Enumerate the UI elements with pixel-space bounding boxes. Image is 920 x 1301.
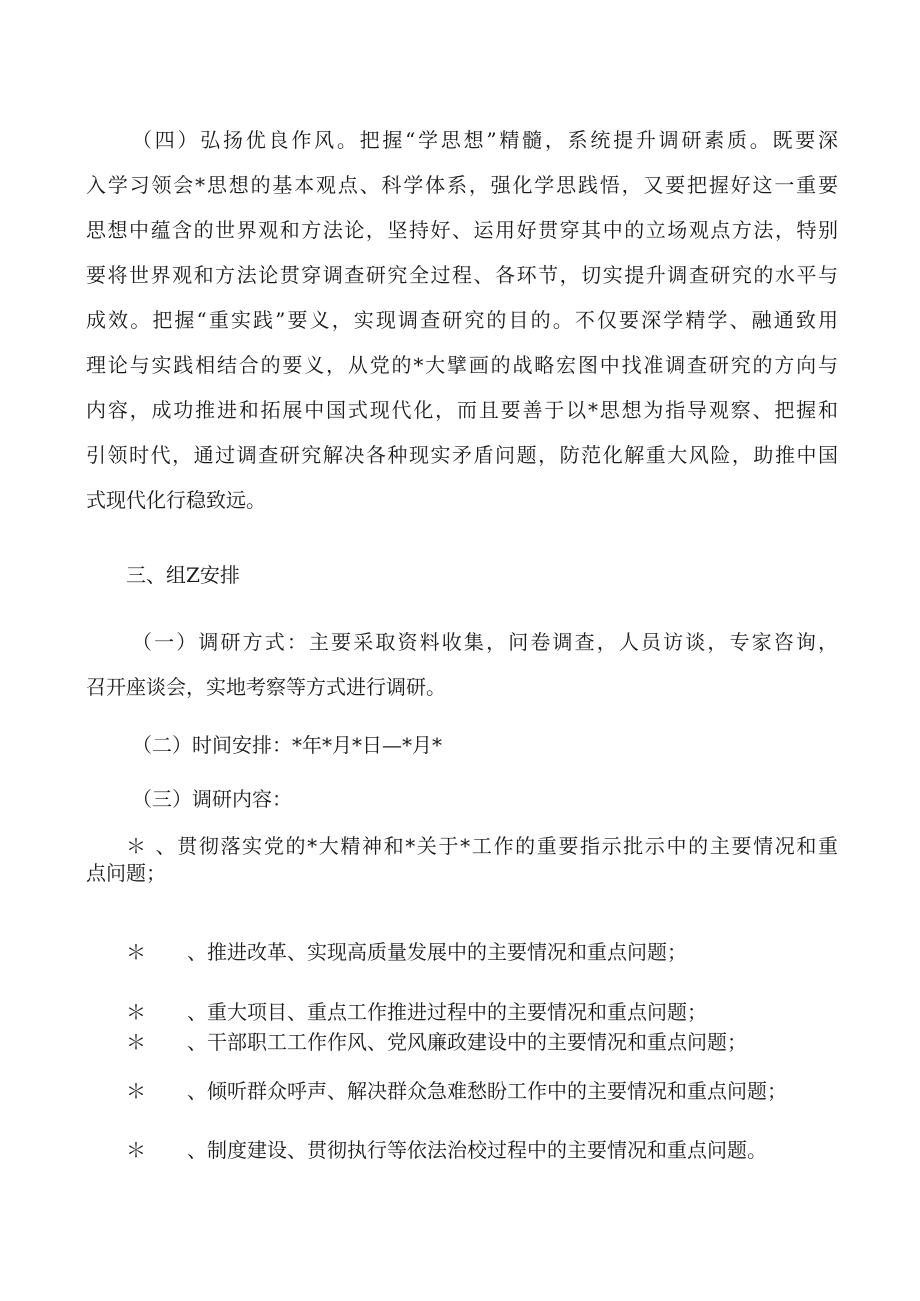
paragraph-line: （一）调研方式：主要采取资料收集，问卷调查，人员访谈，专家咨询，	[132, 630, 838, 654]
bullet-text: 、重大项目、重点工作推进过程中的主要情况和重点问题；	[187, 1000, 707, 1024]
bullet-text: 、推进改革、实现高质量发展中的主要情况和重点问题；	[187, 940, 687, 964]
bullet-marker: ＊	[126, 940, 146, 964]
paragraph-line: 入学习领会*思想的基本观点、科学体系，强化学思践悟，又要把握好这一重要	[86, 173, 838, 197]
paragraph-line: （四）弘扬优良作风。把握“学思想”精髓，系统提升调研素质。既要深	[132, 128, 838, 152]
bullet-text: 、干部职工工作作风、党风廉政建设中的主要情况和重点问题；	[187, 1030, 747, 1054]
paragraph-line: 召开座谈会，实地考察等方式进行调研。	[86, 675, 446, 699]
content-heading: （三）调研内容：	[132, 787, 292, 811]
paragraph-line: 成效。把握“重实践”要义，实现调查研究的目的。不仅要深学精学、融通致用	[86, 308, 838, 332]
section-heading: 三、组Z安排	[126, 563, 240, 587]
bullet-text: 、倾听群众呼声、解决群众急难愁盼工作中的主要情况和重点问题；	[187, 1079, 787, 1103]
list-item-continuation: 点问题；	[86, 861, 166, 885]
bullet-marker: ＊	[126, 1079, 146, 1103]
bullet-marker: ＊	[126, 1030, 146, 1054]
paragraph-line: 式现代化行稳致远。	[86, 488, 266, 512]
bullet-marker: ＊	[126, 1000, 146, 1024]
bullet-marker: ＊	[126, 1138, 146, 1162]
time-arrangement: （二）时间安排：*年*月*日—*月*	[132, 733, 442, 757]
list-item: ＊ 、贯彻落实党的*大精神和*关于*工作的重要指示批示中的主要情况和重	[126, 834, 838, 858]
paragraph-line: 思想中蕴含的世界观和方法论，坚持好、运用好贯穿其中的立场观点方法，特别	[86, 218, 838, 242]
bullet-text: 、制度建设、贯彻执行等依法治校过程中的主要情况和重点问题。	[187, 1138, 767, 1162]
paragraph-line: 要将世界观和方法论贯穿调查研究全过程、各环节，切实提升调查研究的水平与	[86, 263, 838, 287]
paragraph-line: 内容，成功推进和拓展中国式现代化，而且要善于以*思想为指导观察、把握和	[86, 398, 838, 422]
paragraph-line: 理论与实践相结合的要义，从党的*大擘画的战略宏图中找准调查研究的方向与	[86, 353, 838, 377]
paragraph-line: 引领时代，通过调查研究解决各种现实矛盾问题，防范化解重大风险，助推中国	[86, 443, 838, 467]
